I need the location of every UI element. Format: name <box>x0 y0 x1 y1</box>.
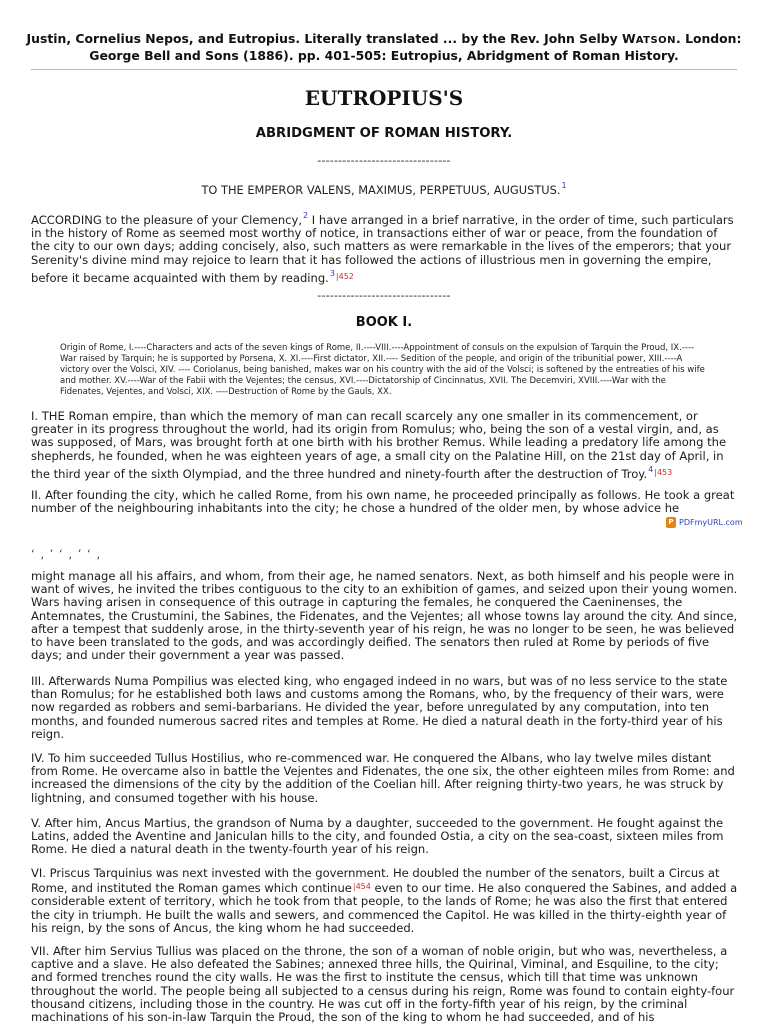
preface-paragraph <box>31 209 739 285</box>
book-title: BOOK I. <box>355 315 413 330</box>
chapter-2-start: II. After founding the city, which he called Rome, from his own name, he proceeded principally as follows. He took a great number of the neighbouring inhabitants into the city; he chose a hundred of the older men, by whose advice he <box>31 488 735 516</box>
chapter-2-continued: might manage all his affairs, and whom, from their age, he named senators. Next, as both himself and his people were in want of wives, he invited the tribes contiguous to the city to an exhibition of games, and seized upon their young women. Wars having arisen in consequence of this outrage in capturing the females, he conquered the Caeninenses, the Antemnates, the Crustumini, the Sabines, the Fidenates, and the Vejentes; all whose towns lay around the city. And since, after a tempest that suddenly arose, in the thirty-seventh year of his reign, he was no longer to be seen, he was believed to have been translated to the gods, and was accordingly deified. The senators then ruled at Rome by periods of five days; and under their government a year was passed. <box>31 569 738 663</box>
header-rule <box>31 69 737 70</box>
chapter-6-text: VI. Priscus Tarquinius was next invested with the government. He doubled the number of the senators, built a Circus at Rome, and instituted the Roman games which continue <box>31 866 720 896</box>
divider-bottom: -------------------------------- <box>317 289 451 302</box>
chapter-7: VII. After him Servius Tullius was placed on the throne, the son of a woman of noble origin, but who was, nevertheless, a captive and a slave. He also defeated the Sabines; annexed three hills, the Quirinal, Viminal, and Esquiline, to the city; and formed trenches round the city walls. He was the first to institute the census, which till that time was unknown throughout the world. The people being all subjected to a census during his reign, Rome was found to contain eighty-four thousand citizens, including those in the country. He was cut off in the forty-fifth year of his reign, by the criminal machinations of his son-in-law Tarquin the Proud, the son of the king to whom he had succeeded, and of his <box>31 944 735 1024</box>
chapter-6 <box>31 867 739 935</box>
chapter-1-text: I. THE Roman empire, than which the memory of man can recall scarcely any one smaller in its commencement, or greater in its progress throughout the world, had its origin from Romulus; who, being the son of a vestal virgin, and, as was supposed, of Mars, was brought forth at one birth with his brother Remus. While leading a predatory life among the shepherds, he founded, when he was eighteen years of age, a small city on the Palatine Hill, on the 21st day of April, in the third year of the sixth Olympiad, and the three hundred and ninety-fourth after the destruction of Troy. <box>31 409 727 481</box>
citation-text-end: . London: George Bell and Sons (1886). pp. 401-505: Eutropius, Abridgment of Roman History. <box>89 31 742 63</box>
pdfmyurl-link[interactable] <box>666 517 743 528</box>
page-subtitle: ABRIDGMENT OF ROMAN HISTORY. <box>255 126 513 141</box>
chapter-4: IV. To him succeeded Tullus Hostilius, who re-commenced war. He conquered the Albans, who lay twelve miles distant from Rome. He overcame also in battle the Vejentes and Fidenates, the one six, the other eighteen miles from Rome: and increased the dimensions of the city by the addition of the Coelian hill. After reigning thirty-two years, he was struck by lightning, and consumed together with his house. <box>31 751 735 805</box>
chapter-5: V. After him, Ancus Martius, the grandson of Numa by a daughter, succeeded to the government. He fought against the Latins, added the Aventine and Janiculan hills to the city, and founded Ostia, a city on the sea-coast, sixteen miles from Rome. He died a natural death in the twenty-fourth year of his reign. <box>31 816 724 857</box>
citation-smallcaps: ATSON <box>635 35 677 46</box>
pdf-icon: P <box>666 517 676 528</box>
citation-text: Justin, Cornelius Nepos, and Eutropius. Literally translated ... by the Rev. John Selby W <box>26 31 636 46</box>
page-ref: |452 <box>335 271 354 281</box>
book-contents-summary: Origin of Rome, I.----Characters and acts of the seven kings of Rome, II.----VIII.----Appointment of consuls on the expulsion of Tarquin the Proud, IX.----War raised by Tarquin; he is supported by Porsena, X. XI.----First dictator, XII.---- Sedition of the people, and origin of the tribunitial power, XIII.----A victory over the Volsci, XIV. ---- Coriolanus, being banished, makes war on his country with the aid of the Volsci; is softened by the entreaties of his wife and mother. XV.----War of the Fabii with the Vejentes; the census, XVI.----Dictatorship of Cincinnatus, XVII. The Decemviri, XVIII.----War with the Fidenates, Vejentes, and Volsci, XIX. ----Destruction of Rome by the Gauls, XX. <box>60 343 705 397</box>
page-break-cut-text: ‘ ‚ ’ ‘ ‚ ’ ‘ ‚ <box>31 547 102 561</box>
divider-top: -------------------------------- <box>317 154 451 167</box>
dedication-text: TO THE EMPEROR VALENS, MAXIMUS, PERPETUUS, AUGUSTUS. <box>201 183 561 197</box>
page-ref: |453 <box>654 467 673 477</box>
dedication <box>0 181 768 197</box>
page-ref: |454 <box>352 882 371 892</box>
chapter-1 <box>31 410 739 481</box>
pdfmyurl-label: PDFmyURL.com <box>679 518 743 527</box>
citation-header <box>20 31 748 63</box>
footnote-link[interactable]: 3 <box>329 268 335 278</box>
footnote-link[interactable]: 2 <box>303 211 309 220</box>
chapter-6-text-cont: even to our time. He also conquered the Sabines, and added a considerable extent of territory, which he took from that people, to the lands of Rome; he was also the first that entered the city in triumph. He built the walls and sewers, and commenced the Capitol. He was killed in the thirty-eighth year of his reign, by the sons of Ancus, the king whom he had succeeded. <box>31 881 738 935</box>
preface-text: ACCORDING to the pleasure of your Clemency, <box>31 213 303 227</box>
footnote-link[interactable]: 1 <box>561 181 567 190</box>
page-title: EUTROPIUS'S <box>304 86 464 110</box>
footnote-link[interactable]: 4 <box>648 464 654 474</box>
chapter-3: III. Afterwards Numa Pompilius was elected king, who engaged indeed in no wars, but was of no less service to the state than Romulus; for he established both laws and customs among the Romans, who, by the frequency of their wars, were now regarded as robbers and semi-barbarians. He divided the year, before unregulated by any computation, into ten months, and founded numerous sacred rites and temples at Rome. He died a natural death in the forty-third year of his reign. <box>31 674 728 741</box>
preface-text-cont: I have arranged in a brief narrative, in the order of time, such particulars in the history of Rome as seemed most worthy of notice, in transactions either of war or peace, from the foundation of the city to our own days; adding concisely, also, such matters as were remarkable in the lives of the emperors; that your Serenity's divine mind may rejoice to learn that it has followed the actions of illustrious men in governing the empire, before it became acquainted with them by reading. <box>31 213 734 285</box>
